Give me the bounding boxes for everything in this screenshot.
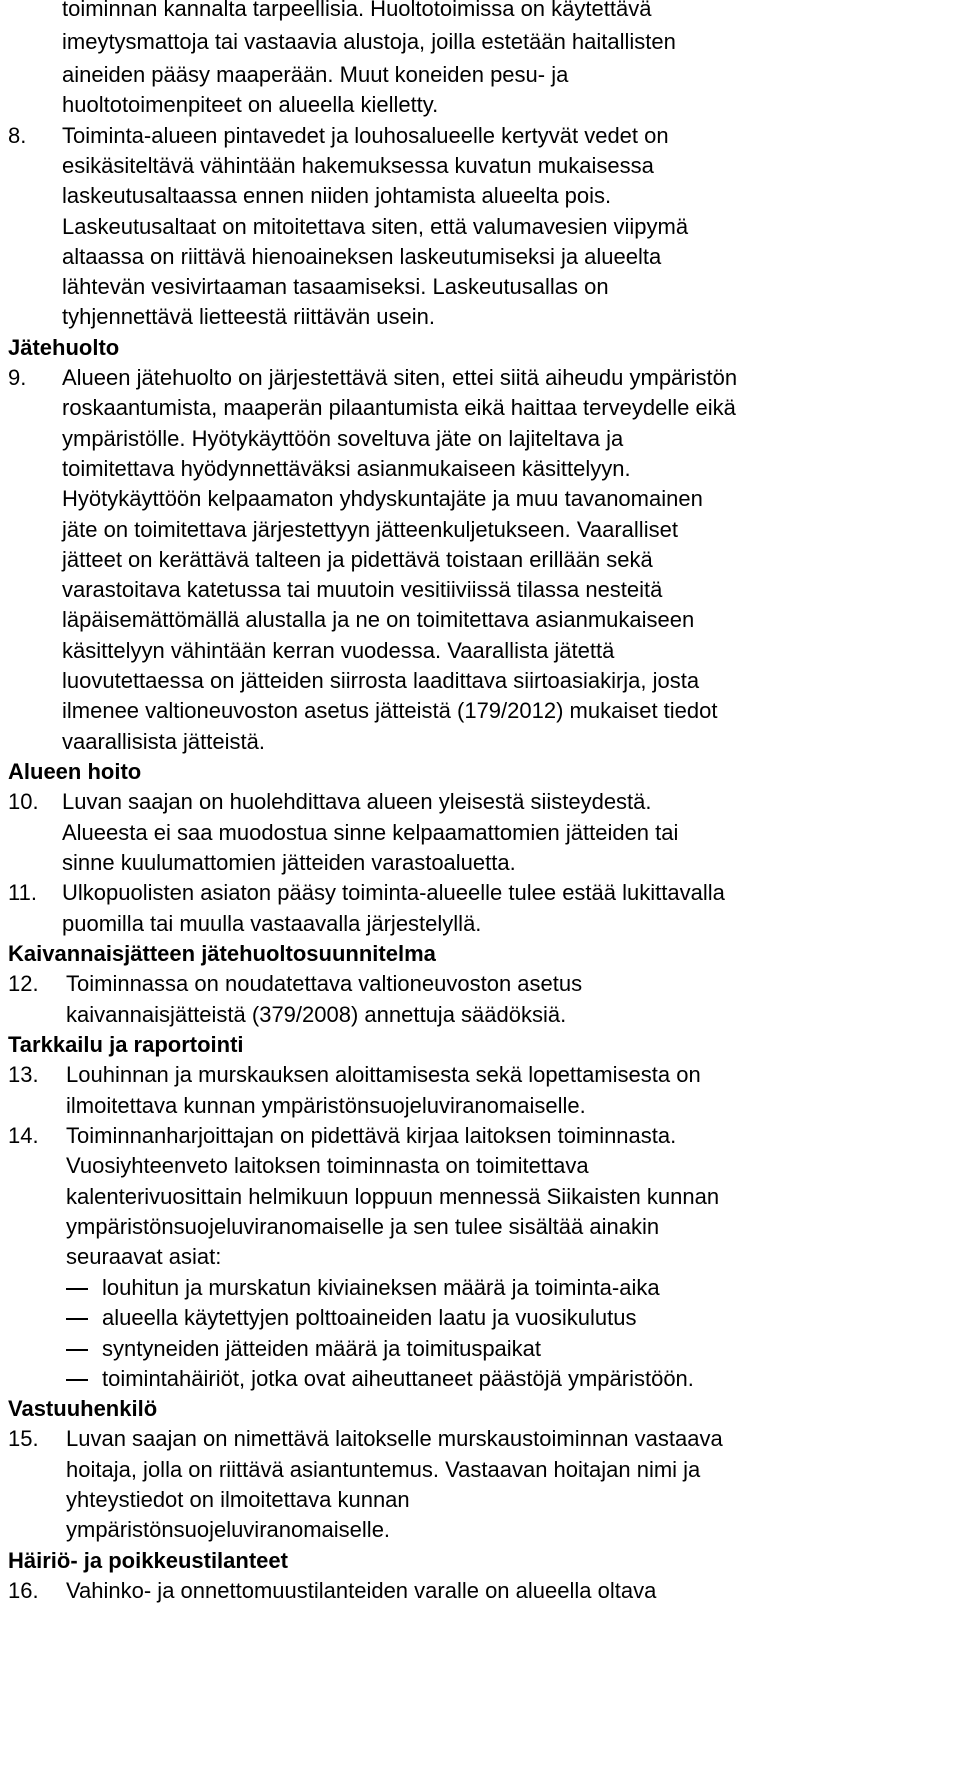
paragraph-line: huoltotoimenpiteet on alueella kielletty.	[62, 92, 439, 117]
paragraph-line: luovutettaessa on jätteiden siirrosta laadittava siirtoasiakirja, josta	[62, 668, 700, 693]
paragraph-line: Toiminnassa on noudatettava valtioneuvoston asetus	[66, 971, 583, 996]
paragraph-line: sinne kuulumattomien jätteiden varastoaluetta.	[62, 850, 516, 875]
paragraph-line: Louhinnan ja murskauksen aloittamisesta sekä lopettamisesta on	[66, 1062, 701, 1087]
paragraph-line: varastoitava katetussa tai muutoin vesitiiviissä tilassa nesteitä	[62, 577, 663, 602]
paragraph-line: imeytysmattoja tai vastaavia alustoja, joilla estetään haitallisten	[62, 29, 676, 54]
item-number: 10.	[8, 789, 39, 814]
paragraph-line: yhteystiedot on ilmoitettava kunnan	[66, 1487, 410, 1512]
paragraph-line: Luvan saajan on nimettävä laitokselle murskaustoiminnan vastaava	[66, 1426, 723, 1451]
paragraph-line: esikäsiteltävä vähintään hakemuksessa kuvatun mukaisessa	[62, 153, 654, 178]
section-heading: Alueen hoito	[8, 759, 142, 784]
item-number: 9.	[8, 365, 27, 390]
paragraph-line: kalenterivuosittain helmikuun loppuun mennessä Siikaisten kunnan	[66, 1184, 720, 1209]
paragraph-line: toiminnan kannalta tarpeellisia. Huoltotoimissa on käytettävä	[62, 0, 652, 21]
paragraph-line: seuraavat asiat:	[66, 1244, 222, 1269]
paragraph-line: jäte on toimitettava järjestettyyn jätteenkuljetukseen. Vaaralliset	[62, 517, 678, 542]
bullet-item: louhitun ja murskatun kiviaineksen määrä ja toiminta-aika	[102, 1275, 660, 1300]
paragraph-line: Hyötykäyttöön kelpaamaton yhdyskuntajäte ja muu tavanomainen	[62, 486, 703, 511]
paragraph-line: toimitettava hyödynnettäväksi asianmukaiseen käsittelyyn.	[62, 456, 631, 481]
section-heading: Vastuuhenkilö	[8, 1396, 158, 1421]
item-number: 15.	[8, 1426, 39, 1451]
paragraph-line: käsittelyyn vähintään kerran vuodessa. Vaarallista jätettä	[62, 638, 615, 663]
bullet-dash	[66, 1379, 88, 1381]
paragraph-line: lähtevän vesivirtaaman tasaamiseksi. Laskeutusallas on	[62, 274, 609, 299]
section-heading: Kaivannaisjätteen jätehuoltosuunnitelma	[8, 941, 436, 966]
paragraph-line: hoitaja, jolla on riittävä asiantuntemus. Vastaavan hoitajan nimi ja	[66, 1457, 701, 1482]
paragraph-line: Alueen jätehuolto on järjestettävä siten, ettei siitä aiheudu ympäristön	[62, 365, 738, 390]
paragraph-line: Toiminnanharjoittajan on pidettävä kirjaa laitoksen toiminnasta.	[66, 1123, 677, 1148]
bullet-dash	[66, 1318, 88, 1320]
paragraph-line: Vuosiyhteenveto laitoksen toiminnasta on toimitettava	[66, 1153, 589, 1178]
paragraph-line: jätteet on kerättävä talteen ja pidettävä toistaan erillään sekä	[62, 547, 653, 572]
paragraph-line: läpäisemättömällä alustalla ja ne on toimitettava asianmukaiseen	[62, 607, 695, 632]
paragraph-line: ilmoitettava kunnan ympäristönsuojeluviranomaiselle.	[66, 1093, 586, 1118]
paragraph-line: laskeutusaltaassa ennen niiden johtamista alueelta pois.	[62, 183, 612, 208]
bullet-item: syntyneiden jätteiden määrä ja toimituspaikat	[102, 1336, 542, 1361]
paragraph-line: Luvan saajan on huolehdittava alueen yleisestä siisteydestä.	[62, 789, 652, 814]
item-number: 16.	[8, 1578, 39, 1603]
item-number: 12.	[8, 971, 39, 996]
paragraph-line: tyhjennettävä lietteestä riittävän usein.	[62, 304, 436, 329]
bullet-item: toimintahäiriöt, jotka ovat aiheuttaneet päästöjä ympäristöön.	[102, 1366, 694, 1391]
bullet-dash	[66, 1349, 88, 1351]
paragraph-line: ympäristölle. Hyötykäyttöön soveltuva jäte on lajiteltava ja	[62, 426, 624, 451]
item-number: 11.	[8, 880, 37, 905]
paragraph-line: kaivannaisjätteistä (379/2008) annettuja säädöksiä.	[66, 1002, 567, 1027]
paragraph-line: Vahinko- ja onnettomuustilanteiden varalle on alueella oltava	[66, 1578, 657, 1603]
paragraph-line: ilmenee valtioneuvoston asetus jätteistä (179/2012) mukaiset tiedot	[62, 698, 718, 723]
bullet-dash	[66, 1288, 88, 1290]
paragraph-line: puomilla tai muulla vastaavalla järjestelyllä.	[62, 911, 482, 936]
item-number: 8.	[8, 123, 27, 148]
paragraph-line: vaarallisista jätteistä.	[62, 729, 265, 754]
paragraph-line: Ulkopuolisten asiaton pääsy toiminta-alueelle tulee estää lukittavalla	[62, 880, 725, 905]
section-heading: Jätehuolto	[8, 335, 120, 360]
item-number: 14.	[8, 1123, 39, 1148]
paragraph-line: Toiminta-alueen pintavedet ja louhosalueelle kertyvät vedet on	[62, 123, 669, 148]
paragraph-line: ympäristönsuojeluviranomaiselle ja sen tulee sisältää ainakin	[66, 1214, 660, 1239]
paragraph-line: Alueesta ei saa muodostua sinne kelpaamattomien jätteiden tai	[62, 820, 679, 845]
bullet-item: alueella käytettyjen polttoaineiden laatu ja vuosikulutus	[102, 1305, 637, 1330]
paragraph-line: aineiden pääsy maaperään. Muut koneiden pesu- ja	[62, 62, 569, 87]
section-heading: Häiriö- ja poikkeustilanteet	[8, 1548, 288, 1573]
paragraph-line: roskaantumista, maaperän pilaantumista eikä haittaa terveydelle eikä	[62, 395, 736, 420]
paragraph-line: ympäristönsuojeluviranomaiselle.	[66, 1517, 391, 1542]
paragraph-line: Laskeutusaltaat on mitoitettava siten, että valumavesien viipymä	[62, 214, 689, 239]
paragraph-line: altaassa on riittävä hienoaineksen laskeutumiseksi ja alueelta	[62, 244, 662, 269]
section-heading: Tarkkailu ja raportointi	[8, 1032, 244, 1057]
item-number: 13.	[8, 1062, 39, 1087]
